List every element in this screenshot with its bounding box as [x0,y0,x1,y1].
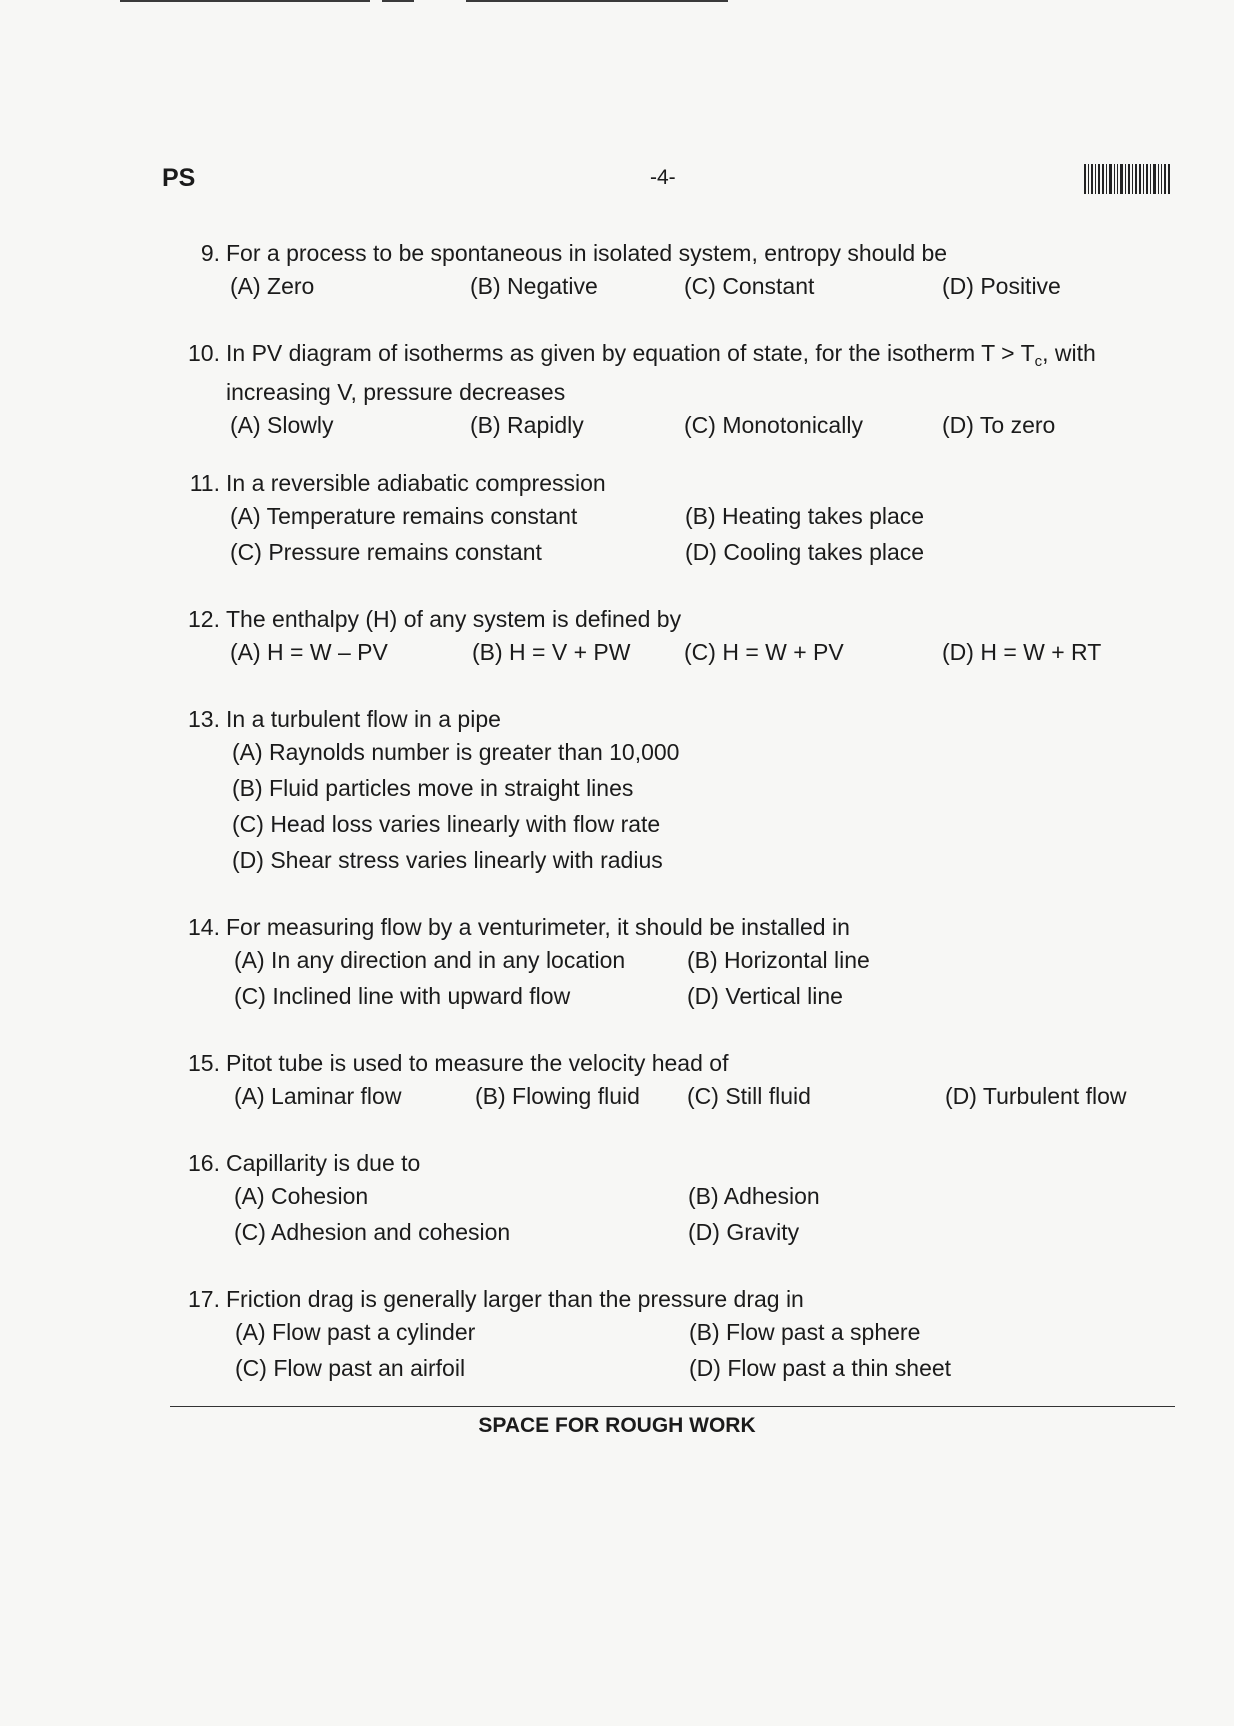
option-a: (A) Temperature remains constant [230,503,578,529]
option-a: (A) Raynolds number is greater than 10,000 [232,739,680,765]
option-b: (B) Rapidly [470,412,584,438]
question-number: 15. [188,1050,220,1076]
option-c: (C) Still fluid [687,1083,811,1109]
option-a: (A) In any direction and in any location [234,947,626,973]
option-b: (B) Heating takes place [685,503,925,529]
rough-work-label: SPACE FOR ROUGH WORK [478,1414,756,1437]
question-text: Pitot tube is used to measure the velocity head of [226,1050,729,1076]
question-11 [180,468,1160,571]
question-14 [180,912,1160,1015]
option-b: (B) Horizontal line [687,947,870,973]
option-d: (D) Flow past a thin sheet [689,1355,952,1381]
question-text: For measuring flow by a venturimeter, it should be installed in [226,914,850,940]
option-d: (D) Vertical line [687,983,843,1009]
footer-divider [170,1406,1175,1407]
question-10 [180,338,1160,444]
option-b: (B) Negative [470,273,598,299]
question-13 [180,704,1160,879]
scan-edge-line [382,0,414,2]
question-16 [180,1148,1160,1251]
option-d: (D) Shear stress varies linearly with radius [232,847,663,873]
question-text-continued: increasing V, pressure decreases [226,379,566,405]
option-a: (A) Slowly [230,412,334,438]
option-d: (D) To zero [942,412,1056,438]
question-number: 12. [188,606,220,632]
option-a: (A) H = W – PV [230,639,388,665]
option-a: (A) Laminar flow [234,1083,402,1109]
question-text: In PV diagram of isotherms as given by equation of state, for the isotherm $T > T_c$, with [226,340,1096,370]
scan-edge-line [120,0,370,2]
question-text: Friction drag is generally larger than the pressure drag in [226,1286,804,1312]
option-b: (B) Flow past a sphere [689,1319,921,1345]
question-text: In a turbulent flow in a pipe [226,706,501,732]
option-c: (C) Flow past an airfoil [235,1355,466,1381]
option-b: (B) Flowing fluid [475,1083,640,1109]
page-number: -4- [650,166,676,189]
question-text: The enthalpy (H) of any system is defined by [226,606,682,632]
option-c: (C) Constant [684,273,815,299]
option-c: (C) Monotonically [684,412,863,438]
option-c: (C) Inclined line with upward flow [234,983,571,1009]
paper-code: PS [162,164,196,192]
option-d: (D) Positive [942,273,1061,299]
option-d: (D) Turbulent flow [945,1083,1127,1109]
option-c: (C) Adhesion and cohesion [234,1219,511,1245]
question-number: 14. [188,914,220,940]
scan-edge-line [466,0,728,2]
option-b: (B) H = V + PW [472,639,631,665]
question-text: In a reversible adiabatic compression [226,470,606,496]
option-d: (D) Gravity [688,1219,800,1245]
question-9 [180,238,1160,305]
question-text: For a process to be spontaneous in isolated system, entropy should be [226,240,948,266]
option-c: (C) H = W + PV [684,639,844,665]
option-d: (D) H = W + RT [942,639,1102,665]
option-b: (B) Fluid particles move in straight lines [232,775,634,801]
question-12 [180,604,1160,671]
option-c: (C) Pressure remains constant [230,539,542,565]
page-header [0,164,1234,198]
question-text: Capillarity is due to [226,1150,421,1176]
option-b: (B) Adhesion [688,1183,820,1209]
option-a: (A) Zero [230,273,315,299]
question-number: 13. [188,706,220,732]
question-number: 11. [189,470,220,496]
question-15 [180,1048,1160,1115]
question-number: 9. [200,240,220,266]
question-number: 17. [188,1286,220,1312]
question-number: 16. [188,1150,220,1176]
barcode-image [1084,164,1172,194]
option-a: (A) Cohesion [234,1183,369,1209]
option-c: (C) Head loss varies linearly with flow rate [232,811,661,837]
option-d: (D) Cooling takes place [685,539,925,565]
option-a: (A) Flow past a cylinder [235,1319,476,1345]
question-17 [180,1284,1160,1387]
question-number: 10. [188,340,220,366]
subscript: c [1034,353,1043,370]
